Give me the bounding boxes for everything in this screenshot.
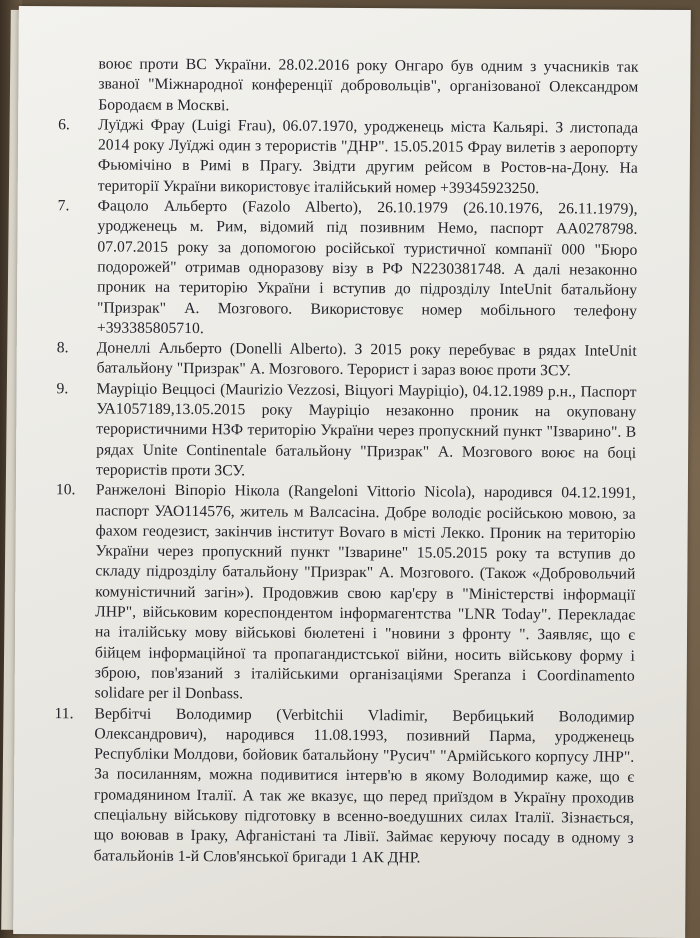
- item-text: Мауріціо Веццосі (Maurizio Vezzosi, Віцуогі Мауріціо), 04.12.1989 р.н., Паспорт УА1057189,13.05.2015 року Мауріціо незаконно проник на окуповану терористичними НЗФ територію України через пропускний пункт "Ізварино". В рядах Unite Continentale батальйону "Призрак" А. Мозгового воює на боці терористів проти ЗСУ.: [95, 380, 637, 480]
- document-page: [13, 6, 691, 938]
- item-number: 11.: [54, 704, 74, 722]
- list-item-8: [57, 338, 637, 382]
- document-body: [54, 54, 639, 869]
- list-item-7: [57, 196, 638, 342]
- item-text: Ранжелоні Віпоріо Нікола (Rangeloni Vittorio Nicola), народився 04.12.1991, паспорт УАО114576, житель м Валсасіна. Добре володіє російською мовою, за фахом геодезист, закінчив інститут Bovaro в місті Лекко. Проник на територію України через пропускний пункт "Ізварине" 15.05.2015 року та вступив до складу підрозділу батальйону "Призрак" А. Мозгового. (Також «Добровольчий комуністичний загін»). Продовжив свою кар'єру в "Міністерстві інформації ЛНР", військовим кореспондентом інформагентства "LNR Today". Перекладає на італійську мову військові бюлетені і "новини з фронту ". Заявляє, що є бійцем інформаційної та пропагандистської війни, носить військову форму і зброю, пов'язаний з італійськими організаціями Speranza і Coordinamento solidare per il Donbass.: [94, 481, 636, 703]
- item-number: 7.: [57, 197, 70, 215]
- intro-continuation: воює проти ВС України. 28.02.2016 року Онгаро був одним з учасників так званої "Міжнародної конференції добровольців", організованої Олександром Бородаєм в Москві.: [98, 55, 639, 114]
- item-text: Луїджі Фрау (Luigi Frau), 06.07.1970, уродженець міста Кальярі. З листопада 2014 року Луїджі один з терористів "ДНР". 15.05.2015 Фрау вилетів з аеропорту Фьюмічіно в Римі в Прагу. Звідти другим рейсом в Ростов-на-Дону. На території України використовує італійський номер +39345923250.: [97, 116, 639, 197]
- list-item-9: [56, 379, 637, 484]
- item-number: 6.: [58, 116, 70, 134]
- item-text: Донеллі Альберто (Donelli Alberto). З 2015 року перебуває в рядах InteUnit батальйону "Призрак" А. Мозгового. Терорист і зараз воює проти ЗСУ.: [96, 339, 637, 380]
- item-number: 10.: [55, 481, 76, 499]
- item-text: Фацоло Альберто (Fazolo Alberto), 26.10.1979 (26.10.1976, 26.11.1979), уродженець м. Рим, відомий під позивним Немо, паспорт АА0278798. 07.07.2015 року за допомогою російської туристичної компанії 000 "Бюро подорожей" отримав одноразову візу в РФ N2230381748. А далі незаконно проник на територію України і вступив до підрозділу InteUnit батальйону "Призрак" А. Мозгового. Використовує номер мобільного телефону +393385805710.: [96, 197, 638, 337]
- item-text: Вербітчі Володимир (Verbitchii Vladimir, Вербицький Володимир Олександрович), народився 11.08.1993, позивний Парма, уродженець Республіки Молдови, бойовик батальйону "Русич" "Армійського корпусу ЛНР". За посиланням, можна подивитися інтерв'ю в якому Володимир каже, що є громадянином Італії. А так же вказує, що перед приїздом в Україну проходив спеціальну військову підготовку в всенно-воедушних силах Італії. Зізнається, що воював в Іраку, Афганістані та Лівії. Займає керуючу посаду в одному з батальйонів 1-й Слов'янської бригади 1 АК ДНР.: [93, 704, 635, 867]
- item-number: 9.: [56, 379, 69, 398]
- item-number: 8.: [56, 339, 69, 357]
- list-item-10: [55, 480, 636, 707]
- list-item-6: [58, 115, 638, 200]
- list-item-11: [54, 704, 635, 870]
